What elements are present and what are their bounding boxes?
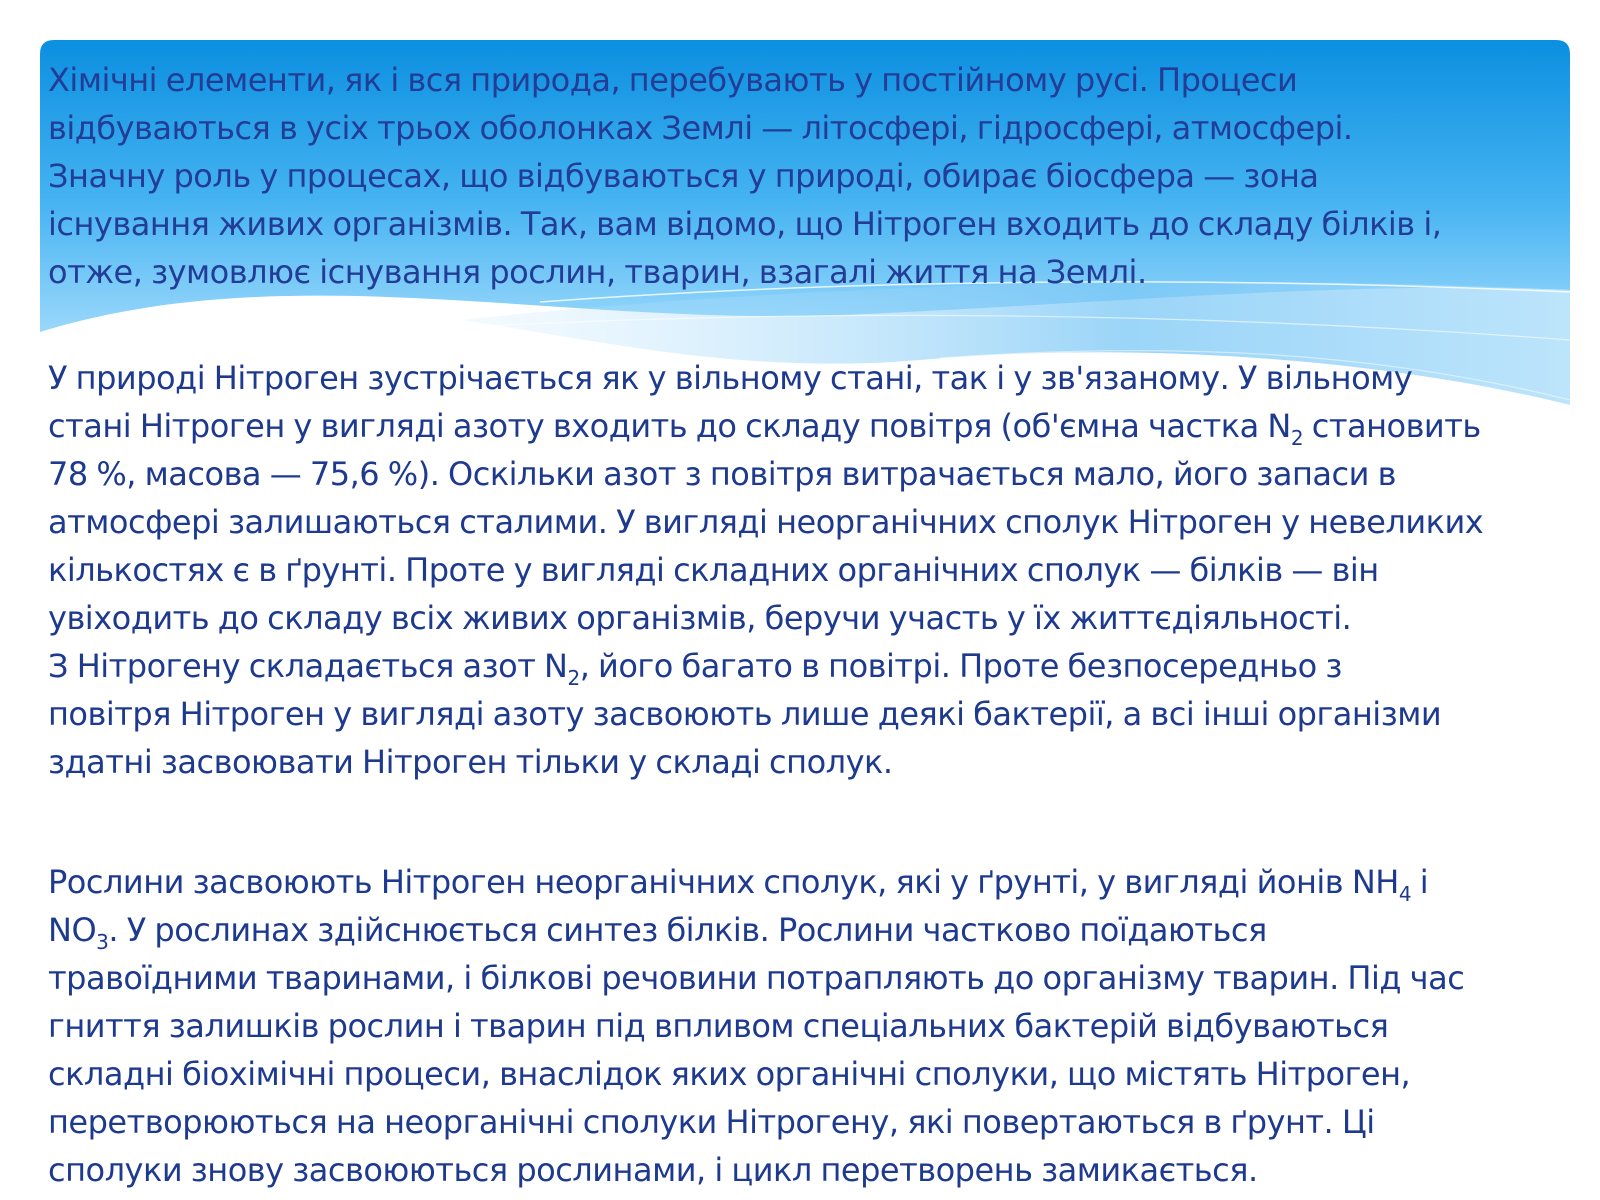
- text-line: [48, 858, 1568, 906]
- text-fragment: NO: [48, 911, 97, 949]
- text-fragment: Рослини засвоюють Нітроген неорганічних сполук, які у ґрунті, у вигляді йонів NH: [48, 863, 1399, 901]
- text-line: [48, 402, 1568, 450]
- intro-line: Значну роль у процесах, що відбуваються у природі, обирає біосфера — зона: [48, 157, 1319, 195]
- text-line: [48, 906, 1568, 954]
- text-line: травоїдними тваринами, і білкові речовини потрапляють до організму тварин. Під час: [48, 959, 1465, 997]
- text-fragment: стані Нітроген у вигляді азоту входить до складу повітря (об'ємна частка N: [48, 407, 1291, 445]
- text-line: У природі Нітроген зустрічається як у вільному стані, так і у зв'язаному. У вільному: [48, 359, 1413, 397]
- text-line: кількостях є в ґрунті. Проте у вигляді складних органічних сполук — білків — він: [48, 551, 1379, 589]
- intro-line: отже, зумовлює існування рослин, тварин, взагалі життя на Землі.: [48, 253, 1147, 291]
- text-line: атмосфері залишаються сталими. У вигляді неорганічних сполук Нітроген у невеликих: [48, 503, 1484, 541]
- text-fragment: . У рослинах здійснюється синтез білків. Рослини частково поїдаються: [108, 911, 1267, 949]
- intro-line: Хімічні елементи, як і вся природа, перебувають у постійному русі. Процеси: [48, 61, 1298, 99]
- text-fragment: і: [1411, 863, 1429, 901]
- text-line: сполуки знову засвоюються рослинами, і цикл перетворень замикається.: [48, 1151, 1258, 1189]
- intro-paragraph: [48, 56, 1568, 296]
- subscript: 2: [1290, 426, 1304, 450]
- nitrogen-cycle-paragraph: [48, 858, 1568, 1194]
- text-line: складні біохімічні процеси, внаслідок яких органічні сполуки, що містять Нітроген,: [48, 1055, 1411, 1093]
- nitrogen-in-nature-paragraph: [48, 354, 1568, 786]
- subscript: 4: [1398, 882, 1412, 906]
- intro-line: відбуваються в усіх трьох оболонках Землі — літосфері, гідросфері, атмосфері.: [48, 109, 1353, 147]
- text-line: перетворюються на неорганічні сполуки Нітрогену, які повертаються в ґрунт. Ці: [48, 1103, 1375, 1141]
- subscript: 2: [567, 666, 580, 690]
- text-fragment: , його багато в повітрі. Проте безпосередньо з: [579, 647, 1342, 685]
- text-line: увіходить до складу всіх живих організмів, беручи участь у їх життєдіяльності.: [48, 599, 1352, 637]
- text-line: здатні засвоювати Нітроген тільки у складі сполук.: [48, 743, 893, 781]
- intro-line: існування живих організмів. Так, вам відомо, що Нітроген входить до складу білків і,: [48, 205, 1442, 243]
- text-line: повітря Нітроген у вигляді азоту засвоюють лише деякі бактерії, а всі інші організми: [48, 695, 1442, 733]
- text-fragment: становить: [1303, 407, 1481, 445]
- text-line: гниття залишків рослин і тварин під впливом спеціальних бактерій відбуваються: [48, 1007, 1389, 1045]
- text-line: [48, 642, 1568, 690]
- subscript: 3: [96, 930, 109, 954]
- text-line: 78 %, масова — 75,6 %). Оскільки азот з повітря витрачається мало, його запаси в: [48, 455, 1396, 493]
- text-fragment: З Нітрогену складається азот N: [48, 647, 568, 685]
